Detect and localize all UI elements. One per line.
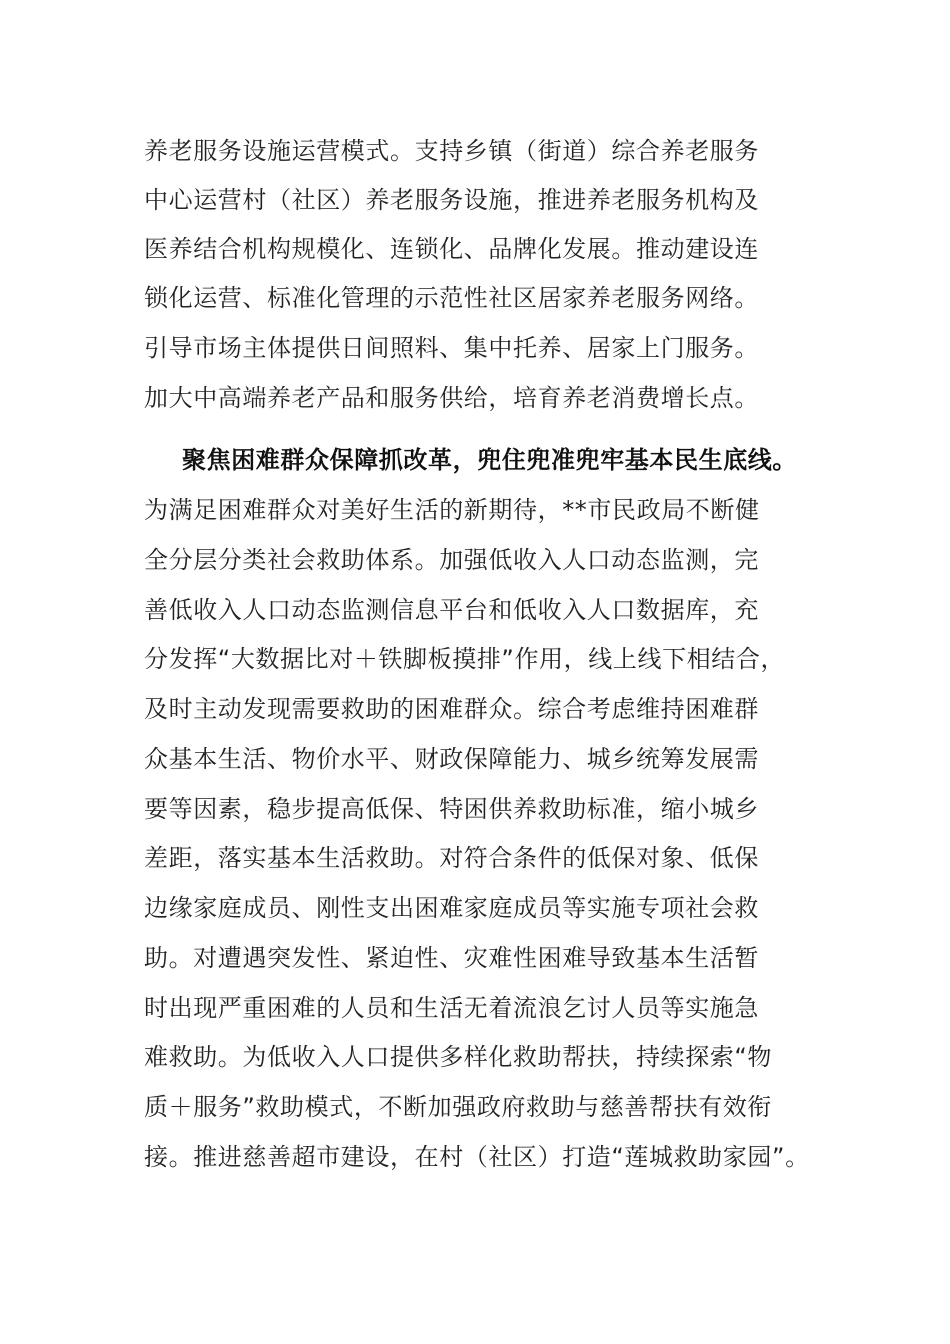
paragraph2-line: 众基本生活、物价水平、财政保障能力、城乡统筹发展需	[144, 745, 759, 773]
paragraph1-line: 加大中高端养老产品和服务供给，培育养老消费增长点。	[144, 384, 759, 412]
paragraph1-line: 中心运营村（社区）养老服务设施，推进养老服务机构及	[144, 186, 759, 214]
paragraph2-line: 全分层分类社会救助体系。加强低收入人口动态监测，完	[144, 546, 759, 574]
paragraph2-line: 接。推进慈善超市建设，在村（社区）打造“莲城救助家园”。	[144, 1143, 810, 1171]
paragraph2-line: 难救助。为低收入人口提供多样化救助帮扶，持续探索“物	[144, 1043, 773, 1071]
paragraph2-line: 差距，落实基本生活救助。对符合条件的低保对象、低保	[144, 844, 759, 872]
paragraph1-line: 医养结合机构规模化、连锁化、品牌化发展。推动建设连	[144, 235, 759, 263]
paragraph2-line: 分发挥“大数据比对＋铁脚板摸排”作用，线上线下相结合，	[144, 645, 786, 673]
paragraph1-line: 引导市场主体提供日间照料、集中托养、居家上门服务。	[144, 334, 759, 362]
paragraph2-line: 质＋服务”救助模式，不断加强政府救助与慈善帮扶有效衔	[144, 1093, 773, 1121]
paragraph2-line: 善低收入人口动态监测信息平台和低收入人口数据库，充	[144, 596, 759, 624]
paragraph1-line: 养老服务设施运营模式。支持乡镇（街道）综合养老服务	[144, 137, 759, 165]
paragraph2-line: 及时主动发现需要救助的困难群众。综合考虑维持困难群	[144, 695, 759, 723]
paragraph2-heading: 聚焦困难群众保障抓改革，兜住兜准兜牢基本民生底线。	[182, 446, 797, 474]
paragraph2-line: 边缘家庭成员、刚性支出困难家庭成员等实施专项社会救	[144, 894, 759, 922]
paragraph2-line: 时出现严重困难的人员和生活无着流浪乞讨人员等实施急	[144, 994, 759, 1022]
paragraph2-line: 要等因素，稳步提高低保、特困供养救助标准，缩小城乡	[144, 795, 759, 823]
paragraph1-line: 锁化运营、标准化管理的示范性社区居家养老服务网络。	[144, 284, 759, 312]
paragraph2-line: 助。对遭遇突发性、紧迫性、灾难性困难导致基本生活暂	[144, 944, 759, 972]
paragraph2-line: 为满足困难群众对美好生活的新期待，**市民政局不断健	[144, 496, 760, 524]
